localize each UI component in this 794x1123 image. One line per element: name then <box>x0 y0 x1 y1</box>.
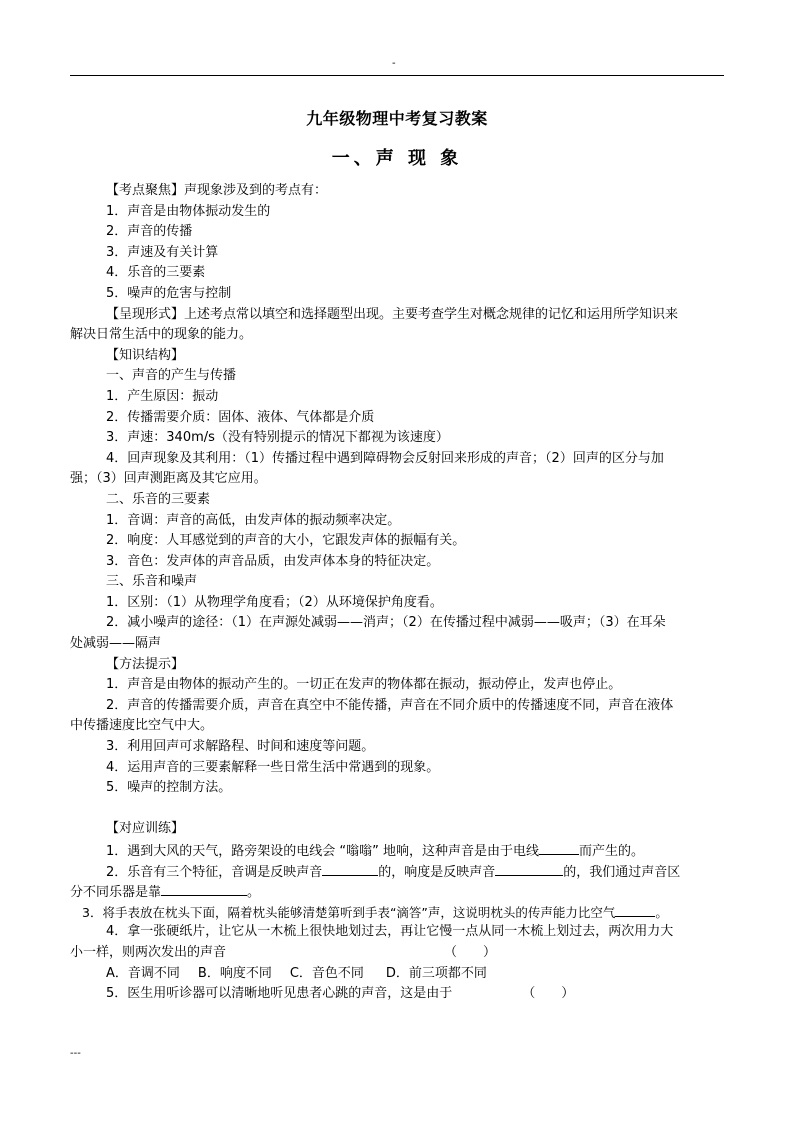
paragraph-line: 4．运用声音的三要素解释一些日常生活中常遇到的现象。 <box>106 759 440 775</box>
paragraph-line: 解决日常生活中的现象的能力。 <box>70 327 253 343</box>
paragraph-line: 2．响度：人耳感觉到的声音的大小，它跟发声体的振幅有关。 <box>106 533 466 549</box>
paragraph-line: 3．声速：340m/s（没有特别提示的情况下都视为该速度） <box>106 430 449 446</box>
answer-blank[interactable] <box>495 861 563 876</box>
paragraph-line: 2．减小噪声的途径：（1）在声源处减弱——消声；（2）在传播过程中减弱——吸声；（3）在耳朵 <box>106 615 666 631</box>
paragraph-line: 处减弱——隔声 <box>70 636 162 652</box>
paragraph-line: 1．音调：声音的高低，由发声体的振动频率决定。 <box>106 512 401 528</box>
paragraph-line: 5．噪声的控制方法。 <box>106 780 232 796</box>
paragraph-line: 2．声音的传播需要介质，声音在真空中不能传播，声音在不同介质中的传播速度不同，声音在液体 <box>106 697 674 713</box>
paragraph-line: 5．噪声的危害与控制 <box>106 285 232 301</box>
answer-blank[interactable] <box>322 861 378 876</box>
paragraph-line: 4．乐音的三要素 <box>106 265 206 281</box>
paragraph-line: 1．区别：（1）从物理学角度看；（2）从环境保护角度看。 <box>106 594 443 610</box>
option-c[interactable]: C．音色不同 <box>289 965 364 981</box>
answer-blank[interactable] <box>615 902 655 917</box>
option-d[interactable]: D．前三项都不同 <box>385 965 487 981</box>
paragraph-line: 1．产生原因：振动 <box>106 388 219 404</box>
header-mark: - <box>392 58 396 69</box>
document-body <box>70 181 726 1005</box>
answer-paren[interactable]: （ ） <box>522 986 575 1002</box>
paragraph-line: 【考点聚焦】声现象涉及到的考点有： <box>106 183 328 198</box>
paragraph-line: 2．传播需要介质：固体、液体、气体都是介质 <box>106 409 375 425</box>
question-4: 4．拿一张硬纸片，让它从一木梳上很快地划过去，再让它慢一点从同一木梳上划过去，两次用力大 <box>106 924 674 940</box>
paragraph-line: 二、乐音的三要素 <box>106 491 211 507</box>
question-4-options <box>70 964 726 985</box>
question-5: 5．医生用听诊器可以清晰地听见患者心跳的声音，这是由于 （ ） <box>106 986 575 1002</box>
answer-paren[interactable]: （ ） <box>444 944 497 960</box>
paragraph-line: 【方法提示】 <box>106 656 185 672</box>
header-rule <box>70 75 724 76</box>
option-b[interactable]: B．响度不同 <box>197 965 272 981</box>
option-a[interactable]: A．音调不同 <box>106 965 180 981</box>
paragraph-line: 3．音色：发声体的声音品质，由发声体本身的特征决定。 <box>106 553 440 569</box>
paragraph-line: 3．声速及有关计算 <box>106 244 219 260</box>
paragraph-line: 1．声音是由物体的振动产生的。一切正在发声的物体都在振动，振动停止，发声也停止。 <box>106 677 622 693</box>
paragraph-line: 2．声音的传播 <box>106 224 193 240</box>
paragraph-line: 1．声音是由物体振动发生的 <box>106 203 271 219</box>
paragraph-line: 中传播速度比空气中大。 <box>70 718 214 734</box>
paragraph-line: 【知识结构】 <box>106 347 185 363</box>
answer-blank[interactable] <box>539 840 579 855</box>
question-2-continued: 分不同乐器是靠 。 <box>70 881 726 902</box>
paragraph-line: 三、乐音和噪声 <box>106 574 198 590</box>
paragraph-line: 4．回声现象及其利用：（1）传播过程中遇到障碍物会反射回来形成的声音；（2）回声的区分与加 <box>106 450 664 466</box>
answer-blank[interactable] <box>161 881 247 896</box>
section-title: 一、声 现 象 <box>331 148 463 169</box>
footer-mark: --- <box>70 1048 81 1059</box>
question-3: 3．将手表放在枕头下面，隔着枕头能够清楚第听到手表“滴答”声，这说明枕头的传声能力比空气 。 <box>70 902 726 923</box>
paragraph-line: 一、声音的产生与传播 <box>106 368 237 384</box>
question-2: 2．乐音有三个特征，音调是反映声音 的，响度是反映声音 的，我们通过声音区 <box>70 861 726 882</box>
training-heading: 【对应训练】 <box>106 821 185 837</box>
paragraph-line: 【呈现形式】上述考点常以填空和选择题型出现。主要考查学生对概念规律的记忆和运用所学知识来 <box>106 306 679 322</box>
paragraph-line: 强；（3）回声测距离及其它应用。 <box>70 471 267 487</box>
question-1: 1．遇到大风的天气，路旁架设的电线会 “嗡嗡” 地响，这种声音是由于电线 而产生的。 <box>70 840 726 861</box>
paragraph-line: 3．利用回声可求解路程、时间和速度等问题。 <box>106 739 375 755</box>
question-4-continued: 小一样，则两次发出的声音 （ ） <box>70 944 497 960</box>
spacer <box>70 799 726 820</box>
document-title: 九年级物理中考复习教案 <box>306 109 488 128</box>
